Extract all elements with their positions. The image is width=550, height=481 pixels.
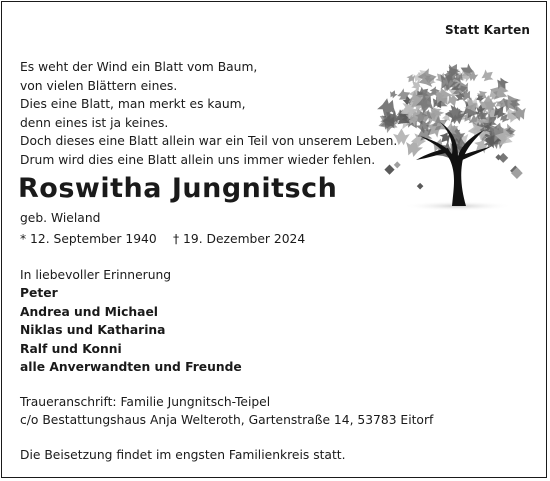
- mourner-name: alle Anverwandten und Freunde: [20, 360, 242, 375]
- mourner-name: Peter: [20, 286, 58, 301]
- mourning-address: [20, 393, 433, 430]
- mourner-name: Niklas und Katharina: [20, 323, 166, 338]
- birth-name: geb. Wieland: [20, 211, 101, 225]
- death-date: † 19. Dezember 2024: [173, 232, 306, 246]
- poem: [20, 58, 397, 170]
- deceased-name: Roswitha Jungnitsch: [18, 173, 338, 204]
- leaf-icon: [479, 67, 497, 85]
- poem-line: von vielen Blättern eines.: [20, 78, 178, 93]
- header-label: Statt Karten: [444, 23, 530, 37]
- mourner-name: Andrea und Michael: [20, 304, 158, 319]
- leaf-icon: [388, 89, 399, 100]
- poem-line: Dies eine Blatt, man merkt es kaum,: [20, 97, 246, 112]
- poem-line: denn eines ist ja keines.: [20, 115, 169, 130]
- address-line: Traueranschrift: Familie Jungnitsch-Teipel: [20, 395, 271, 409]
- poem-line: Es weht der Wind ein Blatt vom Baum,: [20, 60, 258, 74]
- falling-leaf-icon: [394, 161, 401, 168]
- tree-canopy: [375, 61, 528, 194]
- funeral-note: Die Beisetzung findet im engsten Familienkreis statt.: [20, 448, 346, 462]
- mourner-name: Ralf und Konni: [20, 341, 122, 356]
- birth-date: * 12. September 1940: [20, 232, 157, 246]
- falling-leaf-icon: [384, 165, 394, 175]
- mourners-list: [20, 266, 242, 376]
- address-line: c/o Bestattungshaus Anja Welteroth, Gartenstraße 14, 53783 Eitorf: [20, 413, 434, 428]
- poem-line: Drum wird dies eine Blatt allein uns immer wieder fehlen.: [20, 152, 376, 167]
- tree-icon: [368, 56, 528, 212]
- poem-line: Doch dieses eine Blatt allein war ein Teil von unserem Leben.: [20, 134, 398, 149]
- mourners-intro: In liebevoller Erinnerung: [20, 268, 172, 282]
- falling-leaf-icon: [417, 183, 424, 190]
